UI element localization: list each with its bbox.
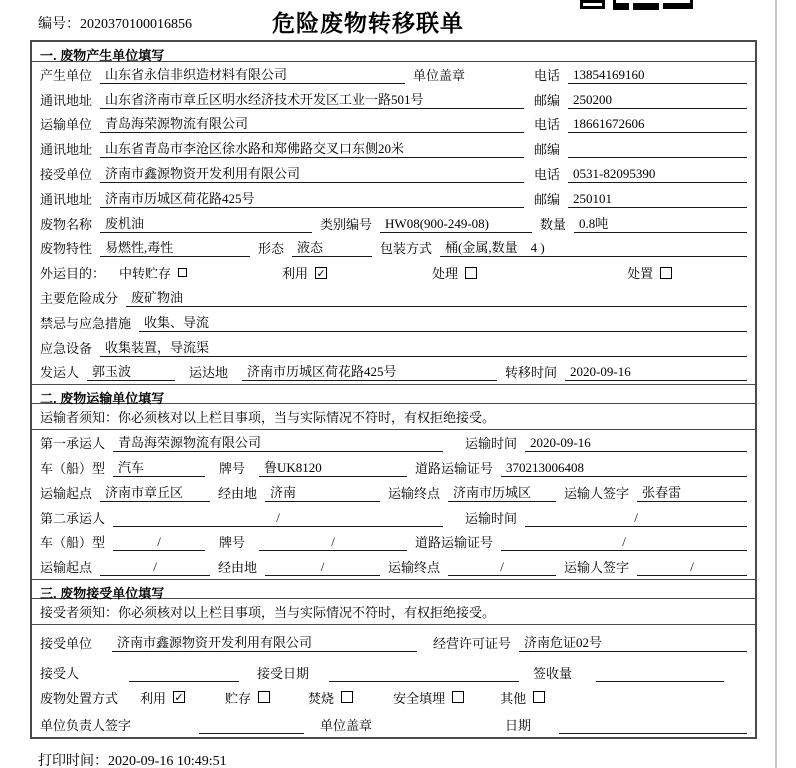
responsible-sign-label: 单位负责人签字 [40, 717, 132, 733]
receiver-phone-value: 0531-82095390 [568, 166, 747, 183]
plate-label: 牌号 [219, 535, 246, 551]
plate-value: 鲁UK8120 [259, 457, 407, 477]
via-value: 济南 [265, 482, 380, 502]
purpose-option-treat [432, 263, 477, 282]
receiving-unit-value: 济南市鑫源物资开发利用有限公司 [112, 632, 417, 652]
transfer-time-label: 转移时间 [505, 365, 558, 381]
category-label: 类别编号 [320, 216, 373, 232]
responsible-sign-value [199, 718, 304, 734]
notice-label: 运输者须知： [40, 410, 119, 426]
receiver-address-value: 济南市历城区荷花路425号 [100, 188, 524, 208]
zip-label: 邮编 [534, 92, 561, 108]
carrier1-label: 第一承运人 [40, 436, 106, 452]
section1-header: 一. 废物产生单位填写 [32, 42, 755, 62]
vehicle1-label: 车（船）型 [40, 460, 106, 476]
checkbox-incinerate [341, 691, 353, 703]
quantity-label: 数量 [540, 216, 567, 232]
disposal-option-store [225, 688, 270, 707]
transporter-zip-value [568, 142, 747, 158]
hazard-label: 主要危险成分 [40, 290, 119, 306]
unit-seal-label: 单位盖章 [320, 717, 373, 733]
receiving-unit-label: 接受单位 [40, 636, 93, 652]
producer-zip-group [534, 90, 747, 109]
road-permit-value: 370213006408 [501, 460, 747, 477]
checkbox-landfill [452, 691, 464, 703]
row-receiving-unit [32, 625, 755, 655]
row-vehicle2 [32, 530, 755, 555]
receiver-label: 接受单位 [40, 166, 93, 182]
option-label: 利用 [140, 690, 167, 706]
waste-name-label: 废物名称 [40, 216, 93, 232]
producer-value: 山东省永信非织造材料有限公司 [100, 64, 405, 84]
form-label: 形态 [258, 241, 285, 257]
option-label: 贮存 [225, 690, 252, 706]
carrier-sign-value: / [637, 559, 747, 576]
date-label: 日期 [505, 717, 532, 733]
row-recipient [32, 655, 755, 685]
print-time [38, 750, 227, 768]
option-label: 中转贮存 [119, 266, 172, 282]
checkbox-transfer-storage [178, 268, 187, 277]
row-shipper [32, 360, 755, 385]
print-time-value: 2020-09-16 10:49:51 [108, 754, 227, 768]
zip-label: 邮编 [534, 142, 561, 158]
packaging-value: 桶(金属,数量 4 ) [440, 237, 747, 257]
via-value: / [265, 559, 380, 576]
disposal-option-incinerate [308, 688, 353, 707]
shipper-label: 发运人 [40, 365, 80, 381]
waste-property-label: 废物特性 [40, 241, 93, 257]
row-purpose [32, 260, 755, 285]
checkbox-treat [465, 267, 477, 279]
doc-number-value: 2020370100016856 [80, 17, 192, 32]
checkbox-utilize [315, 267, 327, 279]
phone-label: 电话 [534, 67, 561, 83]
quantity-value: 0.8吨 [574, 213, 747, 233]
notice-text: 你必须核对以上栏目事项，当与实际情况不符时，有权拒绝接受。 [118, 410, 496, 426]
producer-phone-group [534, 65, 747, 84]
print-time-label: 打印时间： [38, 754, 108, 768]
row-emergency-equipment [32, 335, 755, 360]
checkbox-dispose [660, 267, 672, 279]
license-label: 经营许可证号 [433, 636, 512, 652]
option-label: 利用 [282, 266, 309, 282]
section3-header: 三. 废物接受单位填写 [32, 579, 755, 599]
row-receiver [32, 161, 755, 186]
address-label: 通讯地址 [40, 142, 93, 158]
producer-zip-value: 250200 [568, 92, 747, 109]
row-producer [32, 62, 755, 87]
notice-text: 你必须核对以上栏目事项，当与实际情况不符时，有权拒绝接受。 [118, 605, 496, 621]
row-receiver-address [32, 186, 755, 211]
receive-date-label: 接受日期 [257, 666, 310, 682]
transporter-notice [32, 404, 755, 430]
date-value [559, 718, 747, 734]
recipient-value [129, 666, 239, 682]
vehicle2-label: 车（船）型 [40, 535, 106, 551]
route1-end-label: 运输终点 [388, 485, 441, 501]
address-label: 通讯地址 [40, 92, 93, 108]
transporter-label: 运输单位 [40, 117, 93, 133]
transport-time-label: 运输时间 [465, 510, 518, 526]
option-label: 焚烧 [308, 690, 335, 706]
row-hazard-component [32, 285, 755, 310]
route1-end-value: 济南市历城区 [448, 482, 556, 502]
doc-number-label: 编号： [38, 17, 80, 32]
checkbox-store [258, 691, 270, 703]
receiver-zip-group [534, 189, 747, 208]
via-label: 经由地 [218, 560, 258, 576]
purpose-option-utilize [282, 263, 327, 282]
checkbox-utilize [173, 691, 185, 703]
waste-property-value: 易燃性,毒性 [100, 237, 250, 257]
disposal-option-utilize [140, 688, 185, 707]
carrier-sign-value: 张春雷 [637, 482, 747, 502]
route2-end-label: 运输终点 [388, 560, 441, 576]
transporter-zip-group [534, 139, 747, 158]
clipped-stamp [580, 0, 705, 10]
seal-label: 单位盖章 [413, 67, 466, 83]
equipment-label: 应急设备 [40, 340, 93, 356]
vehicle2-value: / [113, 534, 205, 551]
road-permit-value: / [501, 534, 747, 551]
route2-start-label: 运输起点 [40, 560, 93, 576]
producer-address-value: 山东省济南市章丘区明水经济技术开发区工业一路501号 [100, 89, 524, 109]
category-value: HW08(900-249-08) [380, 216, 532, 233]
destination-value: 济南市历城区荷花路425号 [242, 361, 497, 381]
stamp-fragment-icon [616, 0, 690, 3]
row-vehicle1 [32, 455, 755, 480]
road-permit-label: 道路运输证号 [415, 460, 494, 476]
option-label: 安全填埋 [393, 690, 446, 706]
zip-label: 邮编 [534, 191, 561, 207]
section2-header: 二. 废物运输单位填写 [32, 384, 755, 404]
row-taboo-measures [32, 310, 755, 335]
transfer-form-table [30, 40, 757, 739]
address-label: 通讯地址 [40, 191, 93, 207]
stamp-fragment-icon [580, 0, 605, 9]
transport-time-value: 2020-09-16 [525, 435, 747, 452]
via-label: 经由地 [218, 485, 258, 501]
checkbox-other [533, 691, 545, 703]
option-label: 处置 [627, 266, 654, 282]
notice-label: 接受者须知： [40, 605, 119, 621]
route1-start-label: 运输起点 [40, 485, 93, 501]
transporter-phone-value: 18661672606 [568, 116, 747, 133]
transport-time-value: / [525, 510, 747, 527]
page-title: 危险废物转移联单 [272, 10, 464, 36]
taboo-value: 收集、导流 [139, 312, 747, 332]
received-qty-value [596, 666, 724, 682]
producer-label: 产生单位 [40, 67, 93, 83]
transporter-phone-group [534, 114, 747, 133]
purpose-label: 外运目的： [40, 266, 106, 282]
form-value: 液态 [292, 237, 372, 257]
row-carrier1 [32, 430, 755, 455]
purpose-option-transfer-storage [119, 263, 187, 282]
row-waste-name [32, 211, 755, 236]
disposal-option-landfill [393, 688, 464, 707]
packaging-label: 包装方式 [380, 241, 433, 257]
carrier2-label: 第二承运人 [40, 510, 106, 526]
plate-label: 牌号 [219, 460, 246, 476]
row-transporter-address [32, 136, 755, 161]
transporter-value: 青岛海荣源物流有限公司 [100, 113, 524, 133]
carrier-sign-label: 运输人签字 [564, 560, 630, 576]
destination-label: 运达地 [189, 365, 229, 381]
carrier2-value: / [113, 510, 443, 527]
carrier-sign-label: 运输人签字 [564, 485, 630, 501]
equipment-value: 收集装置，导流渠 [100, 337, 747, 357]
license-value: 济南危证02号 [519, 632, 747, 652]
producer-phone-value: 13854169160 [568, 67, 747, 84]
route2-start-value: / [100, 559, 210, 576]
row-producer-address [32, 87, 755, 112]
waste-name-value: 废机油 [100, 213, 312, 233]
disposal-method-label: 废物处置方式 [40, 690, 119, 706]
vehicle1-value: 汽车 [113, 457, 205, 477]
row-transporter [32, 112, 755, 137]
receiver-zip-value: 250101 [568, 191, 747, 208]
receiver-value: 济南市鑫源物资开发利用有限公司 [100, 163, 524, 183]
received-qty-label: 签收量 [533, 666, 573, 682]
transporter-address-value: 山东省青岛市李沧区徐水路和郑佛路交叉口东侧20米 [100, 138, 524, 158]
row-carrier2 [32, 505, 755, 530]
shipper-value: 郭玉波 [87, 361, 175, 381]
purpose-option-dispose [627, 263, 672, 282]
row-route2 [32, 554, 755, 579]
option-label: 处理 [432, 266, 459, 282]
route1-start-value: 济南市章丘区 [100, 482, 210, 502]
row-waste-property [32, 236, 755, 261]
row-disposal-method [32, 685, 755, 710]
receiver-notice [32, 599, 755, 625]
row-route1 [32, 480, 755, 505]
page-edge-line [775, 0, 777, 768]
taboo-label: 禁忌与应急措施 [40, 315, 132, 331]
plate-value: / [259, 534, 407, 551]
route2-end-value: / [448, 559, 556, 576]
recipient-label: 接受人 [40, 666, 80, 682]
hazard-value: 废矿物油 [126, 287, 747, 307]
phone-label: 电话 [534, 117, 561, 133]
receive-date-value [329, 666, 519, 682]
transfer-time-value: 2020-09-16 [565, 364, 747, 381]
road-permit-label: 道路运输证号 [415, 535, 494, 551]
option-label: 其他 [500, 690, 527, 706]
transport-time-label: 运输时间 [465, 436, 518, 452]
carrier1-value: 青岛海荣源物流有限公司 [113, 432, 443, 452]
receiver-phone-group [534, 164, 747, 183]
row-responsible-signature [32, 710, 755, 737]
phone-label: 电话 [534, 166, 561, 182]
disposal-option-other [500, 688, 545, 707]
